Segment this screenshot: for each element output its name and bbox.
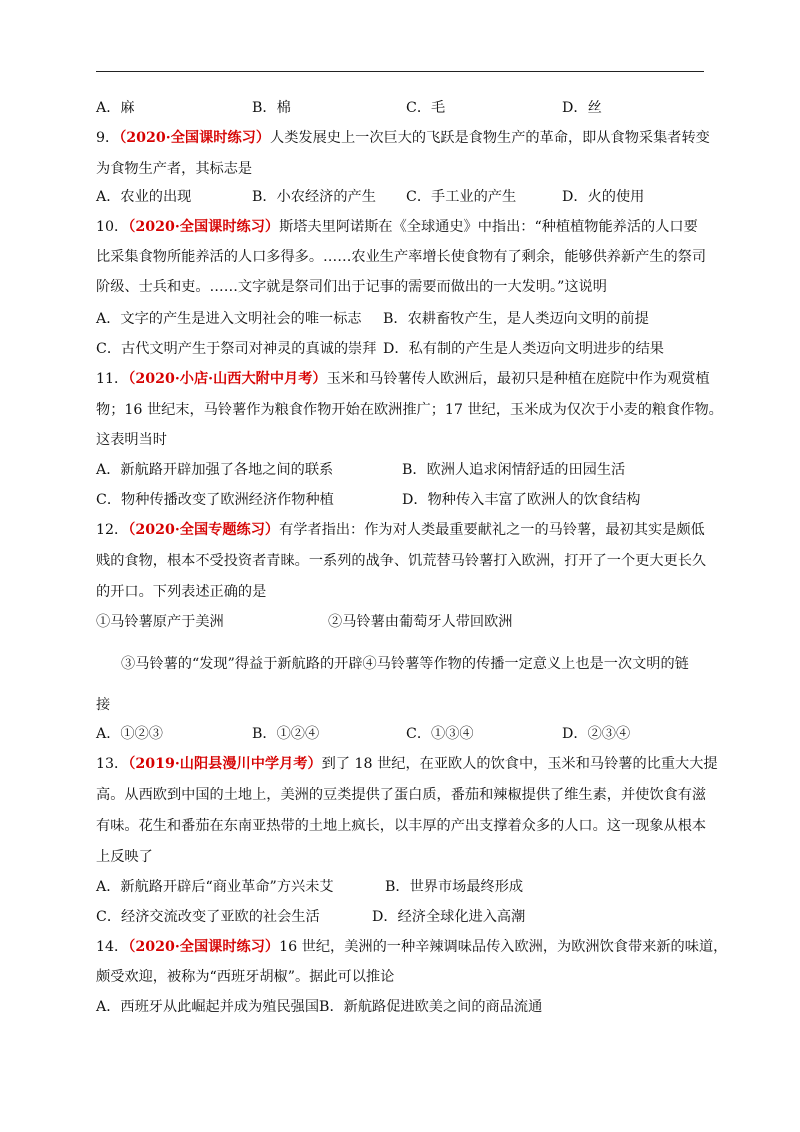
q10-stem [96,218,698,236]
q13-option-d: D．经济全球化进入高潮 [372,909,526,925]
q9-stem-line2: 为食物生产者，其标志是 [96,161,253,177]
header-rule [96,71,704,72]
stem-text: 有学者指出：作为对人类最重要献礼之一的马铃薯，最初其实是颇低 [279,522,705,538]
source-tag: （2020·全国课时练习） [128,219,280,235]
question-number: 11． [96,371,129,387]
q13-option-b: B．世界市场最终形成 [385,879,524,895]
stem-text: 斯塔夫里阿诺斯在《全球通史》中指出：“种植植物能养活的人口要 [279,219,698,235]
q12-statements-34: ③马铃薯的“发现”得益于新航路的开辟④马铃薯等作物的传播一定意义上也是一次文明的链 [121,656,689,672]
q8-option-b: B．棉 [252,100,291,116]
source-tag: （2020·小店·山西大附中月考） [128,371,327,387]
q11-option-d: D．物种传入丰富了欧洲人的饮食结构 [402,492,641,508]
q8-option-d: D．丝 [562,100,602,116]
q13-option-c: C．经济交流改变了亚欧的社会生活 [96,909,320,925]
q11-option-b: B．欧洲人追求闲情舒适的田园生活 [402,462,626,478]
q13-stem-line4: 上反映了 [96,849,153,865]
q9-option-a: A．农业的出现 [96,189,192,205]
q12-stem-line3: 的开口。下列表述正确的是 [96,584,267,600]
q11-stem-line3: 这表明当时 [96,432,167,448]
source-tag: （2020·全国课时练习） [119,130,271,146]
q13-option-a: A．新航路开辟后“商业革命”方兴未艾 [96,879,334,895]
source-tag: （2019·山阳县漫川中学月考） [128,756,322,772]
q9-option-c: C．手工业的产生 [406,189,517,205]
q9-option-b: B．小农经济的产生 [252,189,376,205]
q12-stem [96,521,705,539]
question-number: 13． [96,756,129,772]
q10-option-c: C．古代文明产生于祭司对神灵的真诚的崇拜 [96,341,377,357]
question-number: 12． [96,522,129,538]
q10-stem-line2: 比采集食物所能养活的人口多得多。……农业生产率增长使食物有了剩余，能够供养新产生的祭司 [96,249,707,265]
q11-option-a: A．新航路开辟加强了各地之间的联系 [96,462,334,478]
q8-option-a: A．麻 [96,100,135,116]
source-tag: （2020·全国课时练习） [128,939,280,955]
q12-option-d: D．②③④ [562,726,631,742]
question-number: 9． [96,130,120,146]
q11-stem [96,370,710,388]
source-tag: （2020·全国专题练习） [128,522,280,538]
q12-statements-34-cont: 接 [96,697,111,713]
q10-stem-line3: 阶级、士兵和吏。……文字就是祭司们出于记事的需要而做出的一大发明。”这说明 [96,279,607,295]
q12-option-c: C．①③④ [406,726,474,742]
question-number: 10． [96,219,129,235]
q10-option-b: B．农耕畜牧产生，是人类迈向文明的前提 [383,311,649,327]
stem-text: 到了 18 世纪，在亚欧人的饮食中，玉米和马铃薯的比重大大提 [321,756,718,772]
stem-text: 16 世纪，美洲的一种辛辣调味品传入欧洲，为欧洲饮食带来新的味道， [279,939,728,955]
q12-stem-line2: 贱的食物，根本不受投资者青睐。一系列的战争、饥荒替马铃薯打入欧洲，打开了一个更大更长久 [96,553,707,569]
q13-stem [96,755,718,773]
q12-statement-1: ①马铃薯原产于美洲 [96,614,224,630]
q12-option-a: A．①②③ [96,726,163,742]
q12-statement-2: ②马铃薯由葡萄牙人带回欧洲 [328,614,513,630]
q10-option-a: A．文字的产生是进入文明社会的唯一标志 [96,311,362,327]
q8-option-c: C．毛 [406,100,446,116]
q13-stem-line3: 有味。花生和番茄在东南亚热带的土地上疯长，以丰厚的产出支撑着众多的人口。这一现象从根本 [96,818,707,834]
q14-options-ab: A．西班牙从此崛起并成为殖民强国B．新航路促进欧美之间的商品流通 [96,999,543,1015]
q14-stem [96,938,727,956]
stem-text: 玉米和马铃薯传人欧洲后，最初只是种植在庭院中作为观赏植 [326,371,710,387]
q9-option-d: D．火的使用 [562,189,645,205]
q10-option-d: D．私有制的产生是人类迈向文明进步的结果 [383,341,664,357]
q9-stem [96,129,710,147]
stem-text: 人类发展史上一次巨大的飞跃是食物生产的革命，即从食物采集者转变 [270,130,710,146]
q14-stem-line2: 颇受欢迎，被称为“西班牙胡椒”。据此可以推论 [96,969,395,985]
question-number: 14． [96,939,129,955]
q13-stem-line2: 高。从西欧到中国的土地上，美洲的豆类提供了蛋白质，番茄和辣椒提供了维生素，并使饮食有滋 [96,787,707,803]
q11-option-c: C．物种传播改变了欧洲经济作物种植 [96,492,334,508]
q11-stem-line2: 物；16 世纪末，马铃薯作为粮食作物开始在欧洲推广；17 世纪，玉米成为仅次于小麦的粮食作物。 [96,402,723,418]
q12-option-b: B．①②④ [252,726,320,742]
